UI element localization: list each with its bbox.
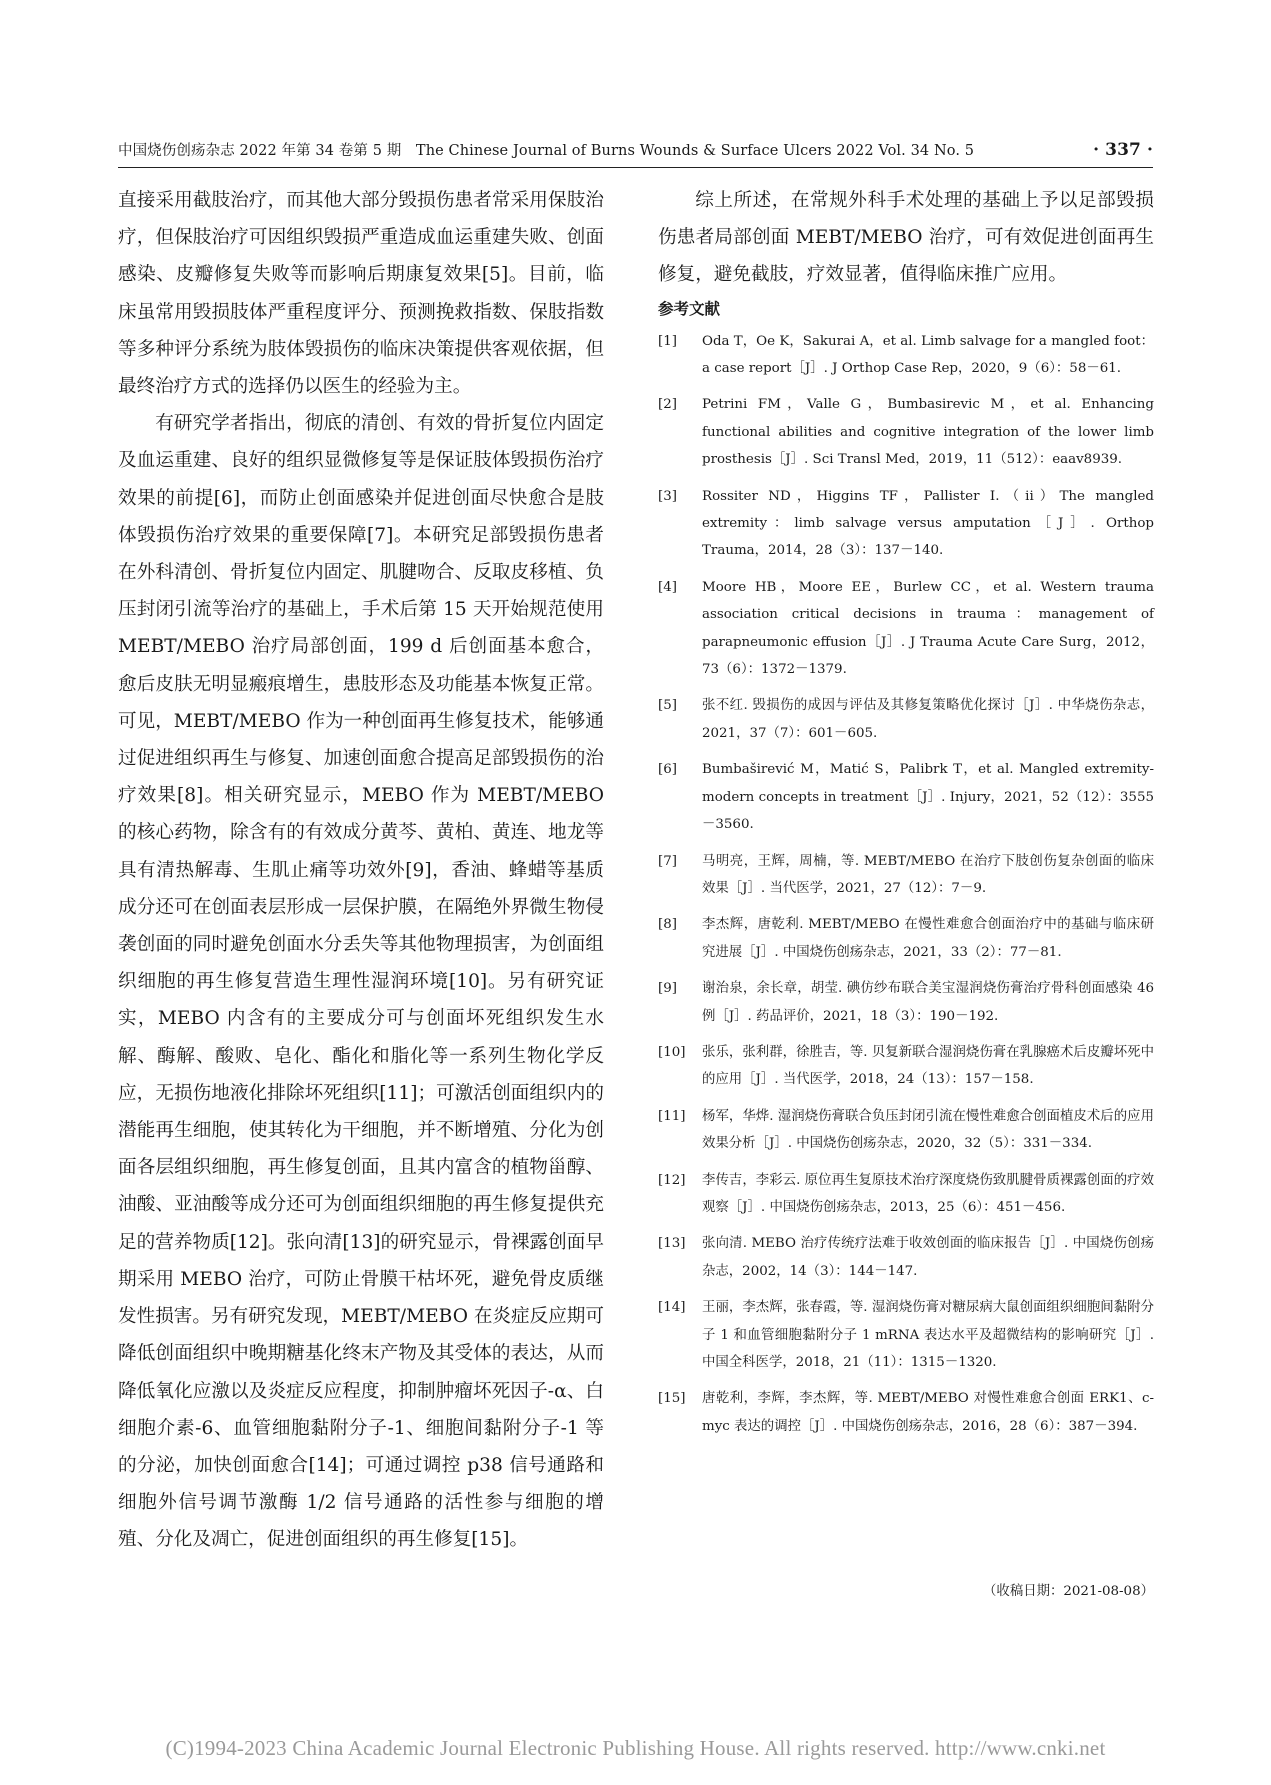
reference-text: 王丽，李杰辉，张春霞，等. 湿润烧伤膏对糖尿病大鼠创面组织细胞间黏附分子 1 和血管细胞黏附分子 1 mRNA 表达水平及超微结构的影响研究［J］. 中国全科医学，2018，21（11）：1315－1320. [702,1300,1154,1371]
reference-number: [6] [658,762,677,778]
copyright-footer: (C)1994-2023 China Academic Journal Electronic Publishing House. All rights reserved. http://www.cnki.net [165,1736,1106,1760]
reference-number: [1] [658,333,677,349]
reference-number: [15] [658,1391,686,1407]
reference-number: [10] [658,1044,686,1060]
reference-text: 杨军，华烨. 湿润烧伤膏联合负压封闭引流在慢性难愈合创面植皮术后的应用效果分析［J］. 中国烧伤创疡杂志，2020，32（5）：331－334. [702,1108,1154,1152]
reference-number: [5] [658,698,677,714]
reference-number: [8] [658,917,677,933]
reference-text: 马明亮，王辉，周楠，等. MEBT/MEBO 在治疗下肢创伤复杂创面的临床效果［J］. 当代医学，2021，27（12）：7－9. [702,853,1154,896]
reference-text: Oda T，Oe K，Sakurai A，et al. Limb salvage for a mangled foot：a case report［J］. J Orthop Case Rep，2020，9（6）：58－61. [702,333,1154,377]
page-number: · 337 · [1093,140,1153,160]
reference-text: 唐乾利，李辉，李杰辉，等. MEBT/MEBO 对慢性难愈合创面 ERK1、c-myc 表达的调控［J］. 中国烧伤创疡杂志，2016，28（6）：387－394. [702,1391,1154,1434]
reference-number: [11] [658,1108,686,1124]
body-paragraph: 有研究学者指出，彻底的清创、有效的骨折复位内固定及血运重建、良好的组织显微修复等是保证肢体毁损伤治疗效果的前提[6]，而防止创面感染并促进创面尽快愈合是肢体毁损伤治疗效果的重要保障[7]。本研究足部毁损伤患者在外科清创、骨折复位内固定、肌腱吻合、反取皮移植、负压封闭引流等治疗的基础上，手术后第 15 天开始规范使用 MEBT/MEBO 治疗局部创面，199 d 后创面基本愈合，愈后皮肤无明显瘢痕增生，患肢形态及功能基本恢复正常。可见，MEBT/MEBO 作为一种创面再生修复技术，能够通过促进组织再生与修复、加速创面愈合提高足部毁损伤的治疗效果[8]。相关研究显示，MEBO 作为 MEBT/MEBO 的核心药物，除含有的有效成分黄芩、黄柏、黄连、地龙等具有清热解毒、生肌止痛等功效外[9]，香油、蜂蜡等基质成分还可在创面表层形成一层保护膜，在隔绝外界微生物侵袭创面的同时避免创面水分丢失等其他物理损害，为创面组织细胞的再生修复营造生理性湿润环境[10]。另有研究证实，MEBO 内含有的主要成分可与创面坏死组织发生水解、酶解、酸败、皂化、酯化和脂化等一系列生物化学反应，无损伤地液化排除坏死组织[11]；可激活创面组织内的潜能再生细胞，使其转化为干细胞，并不断增殖、分化为创面各层组织细胞，再生修复创面，且其内富含的植物甾醇、油酸、亚油酸等成分还可为创面组织细胞的再生修复提供充足的营养物质[12]。张向清[13]的研究显示，骨裸露创面早期采用 MEBO 治疗，可防止骨膜干枯坏死，避免骨皮质继发性损害。另有研究发现，MEBT/MEBO 在炎症反应期可降低创面组织中晚期糖基化终末产物及其受体的表达，从而降低氧化应激以及炎症反应程度，抑制肿瘤坏死因子-α、白细胞介素-6、血管细胞黏附分子-1、细胞间黏附分子-1 等的分泌，加快创面愈合[14]；可通过调控 p38 信号通路和细胞外信号调节激酶 1/2 信号通路的活性参与细胞的增殖、分化及凋亡，促进创面组织的再生修复[15]。 [118,413,604,1551]
body-paragraph: 直接采用截肢治疗，而其他大部分毁损伤患者常采用保肢治疗，但保肢治疗可因组织毁损严重造成血运重建失败、创面感染、皮瓣修复失败等而影响后期康复效果[5]。目前，临床虽常用毁损肢体严重程度评分、预测挽救指数、保肢指数等多种评分系统为肢体毁损伤的临床决策提供客观依据，但最终治疗方式的选择仍以医生的经验为主。 [118,190,604,398]
received-date: （收稿日期：2021-08-08） [983,1584,1154,1599]
header-divider [118,167,1153,168]
reference-text: Moore HB，Moore EE，Burlew CC，et al. Western trauma association critical decisions in trauma：management of parapneumonic effusion［J］. J Trauma Acute Care Surg，2012，73（6）：1372－1379. [702,579,1154,678]
received-date-container [658,182,1154,1632]
reference-number: [12] [658,1172,686,1188]
reference-text: 张乐，张利群，徐胜吉，等. 贝复新联合湿润烧伤膏在乳腺癌术后皮瓣坏死中的应用［J］. 当代医学，2018，24（13）：157－158. [702,1044,1154,1088]
reference-number: [4] [658,579,677,595]
reference-number: [2] [658,397,677,413]
reference-text: 谢治泉，余长章，胡莹. 碘仿纱布联合美宝湿润烧伤膏治疗骨科创面感染 46 例［J］. 药品评价，2021，18（3）：190－192. [702,981,1154,1024]
reference-text: 李杰辉，唐乾利. MEBT/MEBO 在慢性难愈合创面治疗中的基础与临床研究进展［J］. 中国烧伤创疡杂志，2021，33（2）：77－81. [702,917,1154,960]
reference-number: [9] [658,981,677,997]
reference-number: [13] [658,1236,686,1252]
left-column [118,182,604,1559]
references-heading: 参考文献 [658,298,721,318]
reference-text: Bumbaširević M，Matić S，Palibrk T，et al. Mangled extremity-modern concepts in treatment［J］. Injury，2021，52（12）：3555－3560. [702,762,1154,833]
conclusion-paragraph: 综上所述，在常规外科手术处理的基础上予以足部毁损伤患者局部创面 MEBT/MEBO 治疗，可有效促进创面再生修复，避免截肢，疗效显著，值得临床推广应用。 [658,190,1154,286]
reference-text: 张向清. MEBO 治疗传统疗法难于收效创面的临床报告［J］. 中国烧伤创疡杂志，2002，14（3）：144－147. [702,1236,1154,1279]
reference-number: [14] [658,1300,686,1316]
journal-citation: 中国烧伤创疡杂志 2022 年第 34 卷第 5 期 The Chinese Journal of Burns Wounds & Surface Ulcers 2022 Vol. 34 No. 5 [118,143,975,159]
reference-text: 李传吉，李彩云. 原位再生复原技术治疗深度烧伤致肌腱骨质裸露创面的疗效观察［J］. 中国烧伤创疡杂志，2013，25（6）：451－456. [702,1172,1154,1215]
running-header [118,136,1153,160]
reference-text: Rossiter ND，Higgins TF，Pallister I.（ii）The mangled extremity：limb salvage versus amputation［J］. Orthop Trauma，2014，28（3）：137－140. [702,488,1154,559]
reference-number: [3] [658,488,677,504]
reference-text: 张不红. 毁损伤的成因与评估及其修复策略优化探讨［J］. 中华烧伤杂志，2021，37（7）：601－605. [702,698,1154,741]
reference-number: [7] [658,853,677,869]
reference-text: Petrini FM，Valle G，Bumbasirevic M，et al. Enhancing functional abilities and cognitive integration of the lower limb prosthesis［J］. Sci Transl Med，2019，11（512）：eaav8939. [702,397,1154,468]
